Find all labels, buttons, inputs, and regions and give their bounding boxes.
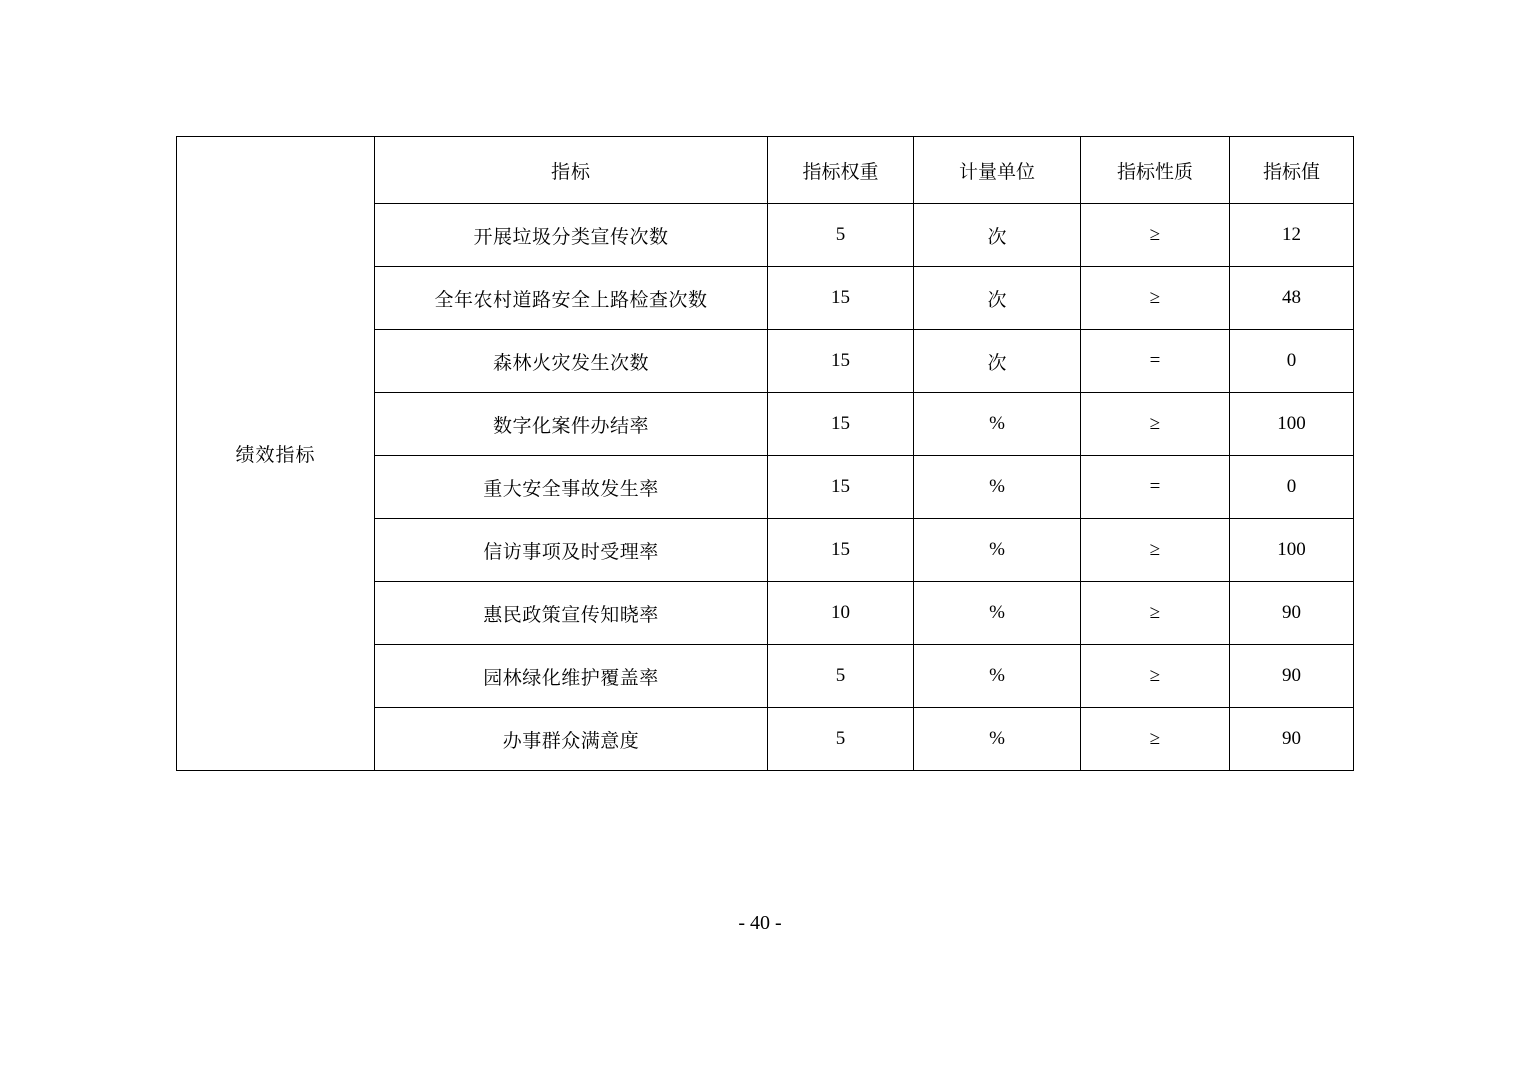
- performance-indicator-table: [176, 136, 1354, 771]
- column-header-weight: 指标权重: [768, 137, 914, 204]
- indicator-weight: 10: [768, 582, 914, 645]
- indicator-value: 90: [1230, 645, 1354, 708]
- indicator-weight: 5: [768, 204, 914, 267]
- indicator-name: 惠民政策宣传知晓率: [375, 582, 768, 645]
- indicator-unit: %: [914, 582, 1081, 645]
- indicator-name: 办事群众满意度: [375, 708, 768, 771]
- indicator-name: 重大安全事故发生率: [375, 456, 768, 519]
- indicator-nature: ≥: [1081, 582, 1230, 645]
- indicator-nature: ≥: [1081, 204, 1230, 267]
- indicator-name: 数字化案件办结率: [375, 393, 768, 456]
- indicator-value: 12: [1230, 204, 1354, 267]
- indicator-name: 信访事项及时受理率: [375, 519, 768, 582]
- indicator-unit: 次: [914, 204, 1081, 267]
- table-header-row: [177, 137, 1354, 204]
- indicator-unit: %: [914, 708, 1081, 771]
- indicator-nature: ≥: [1081, 519, 1230, 582]
- performance-indicator-table-wrap: [176, 136, 1353, 771]
- column-header-value: 指标值: [1230, 137, 1354, 204]
- indicator-weight: 15: [768, 393, 914, 456]
- indicator-weight: 5: [768, 708, 914, 771]
- indicator-unit: %: [914, 519, 1081, 582]
- indicator-nature: ≥: [1081, 708, 1230, 771]
- indicator-value: 100: [1230, 393, 1354, 456]
- indicator-unit: 次: [914, 330, 1081, 393]
- indicator-nature: =: [1081, 330, 1230, 393]
- indicator-name: 全年农村道路安全上路检查次数: [375, 267, 768, 330]
- indicator-nature: ≥: [1081, 393, 1230, 456]
- indicator-weight: 15: [768, 456, 914, 519]
- indicator-weight: 15: [768, 519, 914, 582]
- indicator-value: 90: [1230, 582, 1354, 645]
- indicator-value: 48: [1230, 267, 1354, 330]
- indicator-name: 园林绿化维护覆盖率: [375, 645, 768, 708]
- column-header-unit: 计量单位: [914, 137, 1081, 204]
- indicator-nature: ≥: [1081, 267, 1230, 330]
- column-header-nature: 指标性质: [1081, 137, 1230, 204]
- indicator-name: 开展垃圾分类宣传次数: [375, 204, 768, 267]
- indicator-value: 90: [1230, 708, 1354, 771]
- indicator-unit: 次: [914, 267, 1081, 330]
- indicator-unit: %: [914, 456, 1081, 519]
- indicator-nature: ≥: [1081, 645, 1230, 708]
- indicator-weight: 15: [768, 330, 914, 393]
- indicator-value: 100: [1230, 519, 1354, 582]
- page-number: - 40 -: [738, 912, 782, 934]
- indicator-nature: =: [1081, 456, 1230, 519]
- indicator-weight: 5: [768, 645, 914, 708]
- indicator-name: 森林火灾发生次数: [375, 330, 768, 393]
- indicator-weight: 15: [768, 267, 914, 330]
- indicator-value: 0: [1230, 330, 1354, 393]
- row-group-label: 绩效指标: [177, 137, 375, 771]
- indicator-unit: %: [914, 645, 1081, 708]
- indicator-unit: %: [914, 393, 1081, 456]
- column-header-indicator: 指标: [375, 137, 768, 204]
- indicator-value: 0: [1230, 456, 1354, 519]
